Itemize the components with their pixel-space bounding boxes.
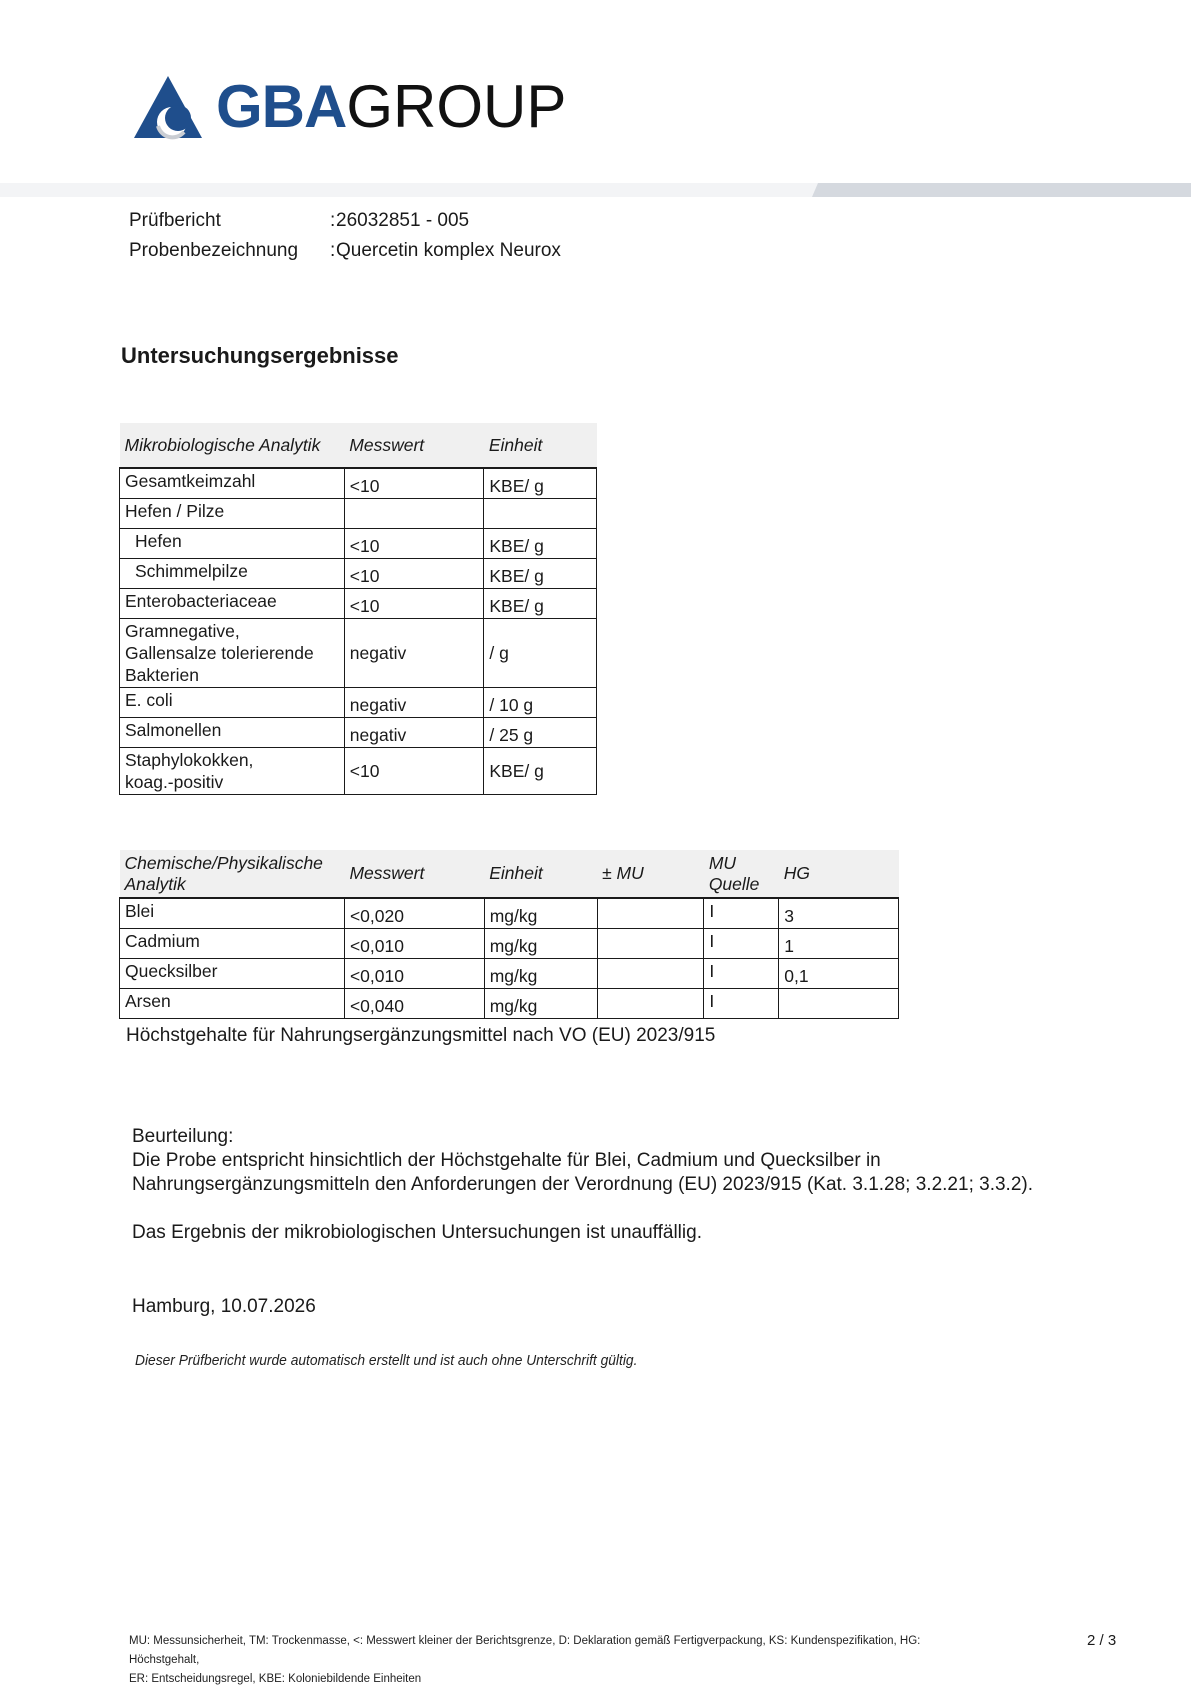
sample-name-colon: : — [330, 240, 336, 261]
assessment-text-line: Das Ergebnis der mikrobiologischen Untersuchungen ist unauffällig. — [132, 1222, 702, 1243]
mu-source: I — [704, 898, 779, 928]
sample-name-label: Probenbezeichnung — [129, 240, 299, 261]
max-level: 1 — [779, 928, 899, 958]
column-header — [120, 850, 345, 898]
column-header-line: MU — [708, 852, 737, 873]
analyte-name — [120, 747, 345, 794]
analyte-name: Quecksilber — [120, 958, 345, 988]
mu-source: I — [704, 988, 779, 1018]
measured-value: <0,010 — [344, 928, 484, 958]
table-row — [120, 747, 597, 794]
table-row — [120, 528, 597, 558]
table-row — [120, 717, 597, 747]
assessment-heading: Beurteilung: — [132, 1126, 234, 1147]
analyte-name: Salmonellen — [120, 717, 345, 747]
automatic-report-note: Dieser Prüfbericht wurde automatisch erstellt und ist auch ohne Unterschrift gültig. — [135, 1352, 638, 1369]
column-header-line: Quelle — [708, 873, 760, 894]
unit: / g — [484, 618, 597, 687]
table-row — [120, 558, 597, 588]
analyte-name-line: koag.-positiv — [125, 771, 224, 792]
analyte-name: Gesamtkeimzahl — [120, 468, 345, 498]
measured-value: <10 — [344, 747, 484, 794]
table-row — [120, 468, 597, 498]
section-title: Untersuchungsergebnisse — [121, 343, 399, 368]
analyte-name: Arsen — [120, 988, 345, 1018]
logo-text-group: GROUP — [346, 73, 567, 140]
table-header-row — [120, 850, 899, 898]
column-header — [704, 850, 779, 898]
measured-value: <10 — [344, 558, 484, 588]
table-row — [120, 588, 597, 618]
unit: KBE/ g — [484, 468, 597, 498]
sample-name-value: Quercetin komplex Neurox — [336, 240, 561, 261]
assessment-block — [132, 1125, 1082, 1245]
paragraph-gap — [132, 1197, 1082, 1221]
analyte-name-line: Gramnegative, — [125, 620, 240, 641]
analyte-name: E. coli — [120, 687, 345, 717]
measured-value: <0,010 — [344, 958, 484, 988]
unit: KBE/ g — [484, 558, 597, 588]
column-header: Messwert — [344, 850, 484, 898]
place-and-date: Hamburg, 10.07.2026 — [132, 1296, 316, 1317]
measured-value: <0,020 — [344, 898, 484, 928]
footer-legend-line: ER: Entscheidungsregel, KBE: Koloniebildende Einheiten — [129, 1673, 422, 1685]
company-logo — [132, 72, 566, 142]
measured-value: negativ — [344, 687, 484, 717]
unit: KBE/ g — [484, 747, 597, 794]
column-header: Messwert — [344, 423, 484, 468]
unit: / 10 g — [484, 687, 597, 717]
analyte-name: Schimmelpilze — [120, 558, 345, 588]
report-number-colon: : — [330, 210, 336, 231]
analyte-name: Hefen — [120, 528, 345, 558]
measured-value: <0,040 — [344, 988, 484, 1018]
column-header: Einheit — [484, 850, 597, 898]
table-row — [120, 498, 597, 528]
report-number-label: Prüfbericht — [129, 210, 221, 231]
column-header: Mikrobiologische Analytik — [120, 423, 345, 468]
table-row — [120, 958, 899, 988]
column-header-line: Analytik — [124, 873, 186, 894]
page-number: 2 / 3 — [1087, 1632, 1117, 1649]
max-level: 3 — [779, 898, 899, 928]
unit: mg/kg — [484, 988, 597, 1018]
analyte-name: Hefen / Pilze — [120, 498, 345, 528]
column-header: ± MU — [597, 850, 704, 898]
max-level-note: Höchstgehalte für Nahrungsergänzungsmittel nach VO (EU) 2023/915 — [126, 1025, 716, 1046]
report-number-value: 26032851 - 005 — [336, 210, 470, 231]
table-row — [120, 988, 899, 1018]
unit: KBE/ g — [484, 528, 597, 558]
measurement-uncertainty — [597, 928, 704, 958]
assessment-text-line: Nahrungsergänzungsmitteln den Anforderungen der Verordnung (EU) 2023/915 (Kat. 3.1.28; 3.2.21; 3.3.2). — [132, 1174, 1033, 1195]
microbiology-results-table — [119, 423, 597, 795]
analyte-name-line: Bakterien — [125, 664, 199, 685]
table-row — [120, 898, 899, 928]
unit: mg/kg — [484, 898, 597, 928]
measurement-uncertainty — [597, 988, 704, 1018]
footer-legend-line: MU: Messunsicherheit, TM: Trockenmasse, <: Messwert kleiner der Berichtsgrenze, D: Deklaration gemäß Fertigverpackung, KS: Kundenspezifikation, HG: Höchstgehalt, — [129, 1635, 921, 1666]
measured-value: negativ — [344, 618, 484, 687]
analyte-name: Cadmium — [120, 928, 345, 958]
measured-value — [344, 498, 484, 528]
assessment-text-line: Die Probe entspricht hinsichtlich der Höchstgehalte für Blei, Cadmium und Quecksilber in — [132, 1150, 881, 1171]
mu-source: I — [704, 928, 779, 958]
max-level — [779, 988, 899, 1018]
logo-text-gba: GBA — [216, 73, 347, 140]
chemistry-results-table — [119, 850, 899, 1019]
unit: / 25 g — [484, 717, 597, 747]
unit: mg/kg — [484, 958, 597, 988]
mu-source: I — [704, 958, 779, 988]
table-header-row — [120, 423, 597, 468]
analyte-name: Enterobacteriaceae — [120, 588, 345, 618]
analyte-name: Blei — [120, 898, 345, 928]
measurement-uncertainty — [597, 958, 704, 988]
gba-logo-mark-icon — [132, 74, 204, 140]
measured-value: <10 — [344, 528, 484, 558]
table-row — [120, 928, 899, 958]
unit: KBE/ g — [484, 588, 597, 618]
measured-value: negativ — [344, 717, 484, 747]
header-accent-stripe — [0, 183, 1191, 197]
column-header-line: Chemische/Physikalische — [124, 852, 323, 873]
column-header: Einheit — [484, 423, 597, 468]
analyte-name-line: Gallensalze tolerierende — [125, 642, 314, 663]
unit: mg/kg — [484, 928, 597, 958]
table-row — [120, 687, 597, 717]
analyte-name — [120, 618, 345, 687]
footer-abbreviation-legend — [129, 1632, 989, 1689]
unit — [484, 498, 597, 528]
table-row — [120, 618, 597, 687]
analyte-name-line: Staphylokokken, — [125, 749, 254, 770]
measured-value: <10 — [344, 468, 484, 498]
measured-value: <10 — [344, 588, 484, 618]
max-level: 0,1 — [779, 958, 899, 988]
column-header: HG — [779, 850, 899, 898]
measurement-uncertainty — [597, 898, 704, 928]
